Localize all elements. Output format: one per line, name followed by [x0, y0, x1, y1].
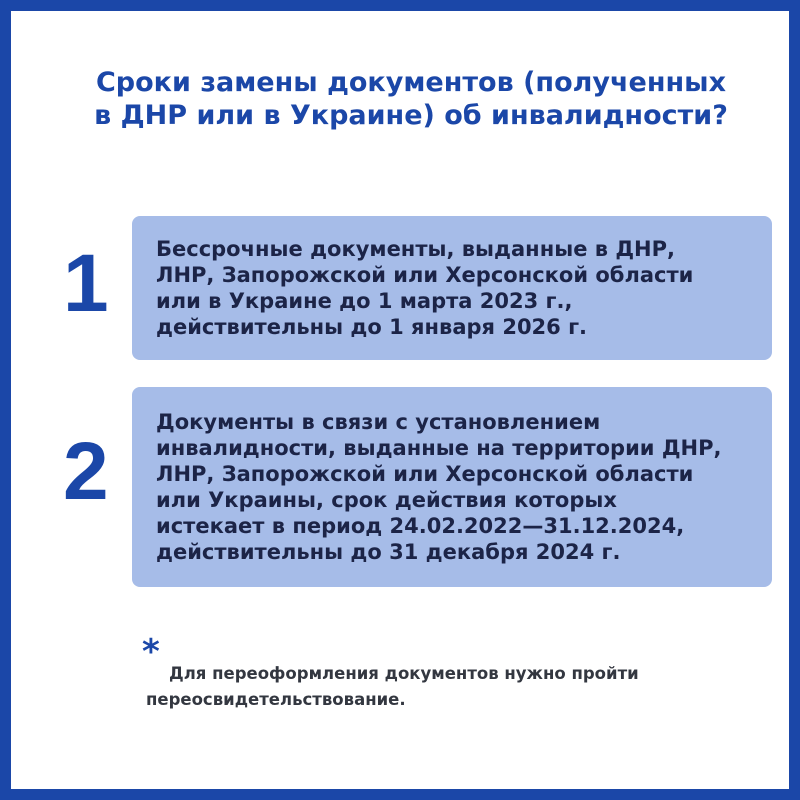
footnote-text: Для переоформления документов нужно пройти переосвидетельствование.: [146, 664, 639, 709]
info-card-2: [132, 387, 772, 587]
item-number-1: 1: [63, 238, 109, 329]
info-card-text: Документы в связи с установлением инвалидности, выданные на территории ДНР, ЛНР, Запорожской или Херсонской области или Украины, срок действия которых истекает в период 24.02.2022—31.12.2024, действительны до 31 декабря 2024 г.: [156, 410, 722, 564]
info-card-1: [132, 216, 772, 360]
footnote-asterisk-icon: *: [142, 632, 160, 672]
page-title: Сроки замены документов (полученных в ДНР или в Украине) об инвалидности?: [94, 67, 728, 131]
info-card-text: Бессрочные документы, выданные в ДНР, ЛНР, Запорожской или Херсонской области или в Украине до 1 марта 2023 г., действительны до 1 января 2026 г.: [156, 237, 694, 339]
item-number-2: 2: [63, 426, 109, 517]
